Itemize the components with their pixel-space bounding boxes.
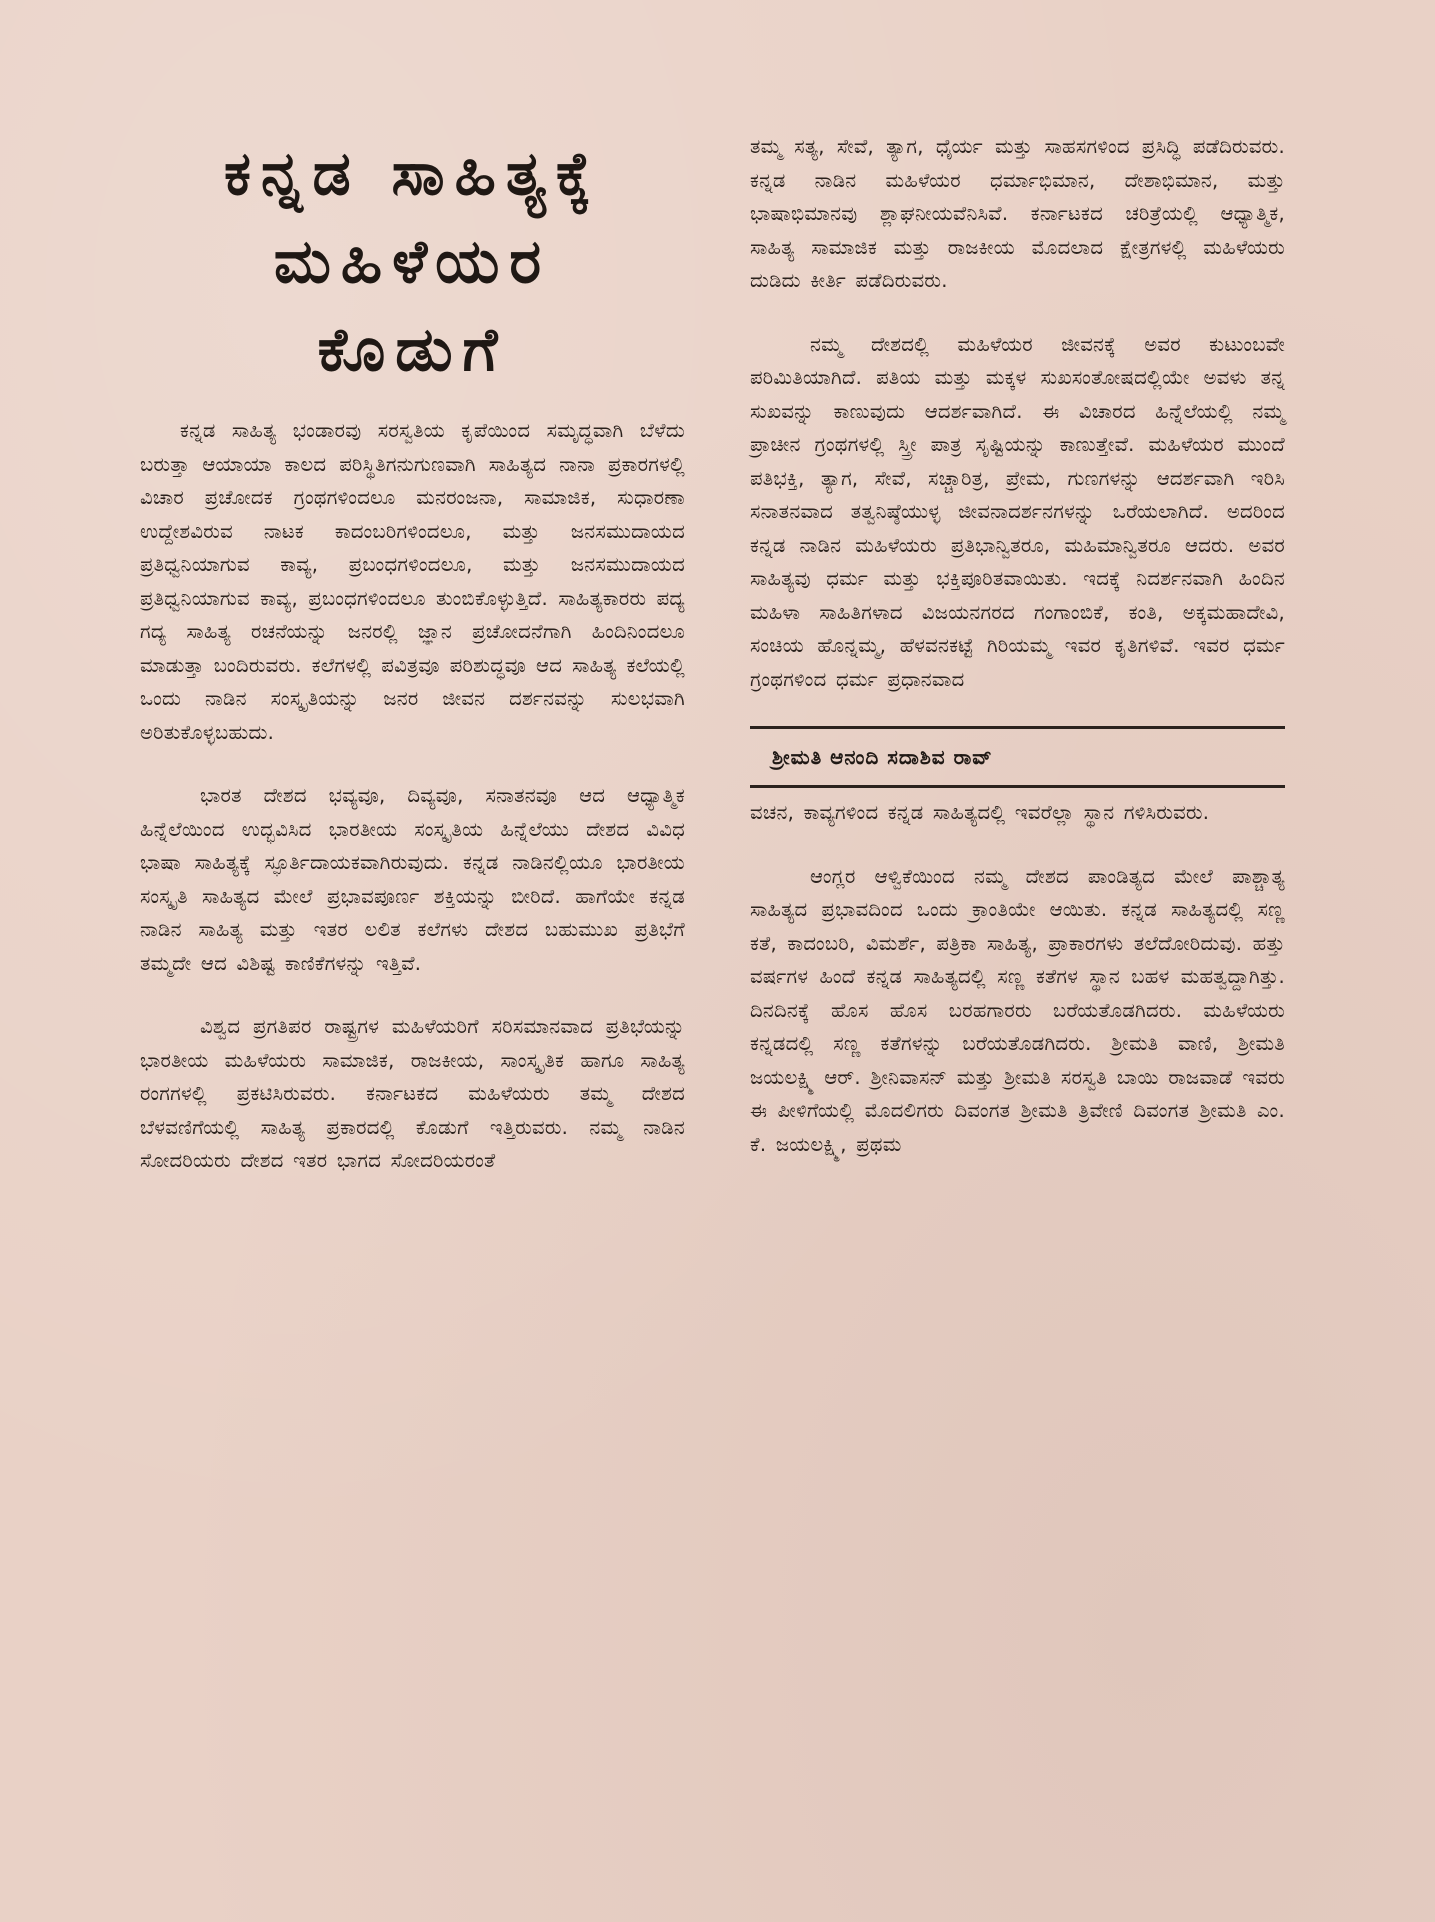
left-column bbox=[140, 130, 685, 1208]
body-paragraph: ಆಂಗ್ಲರ ಆಳ್ವಿಕೆಯಿಂದ ನಮ್ಮ ದೇಶದ ಪಾಂಡಿತ್ಯದ ಮೇಲೆ ಪಾಶ್ಚಾತ್ಯ ಸಾಹಿತ್ಯದ ಪ್ರಭಾವದಿಂದ ಒಂದು ಕ್ರಾಂತಿಯೇ ಆಯಿತು. ಕನ್ನಡ ಸಾಹಿತ್ಯದಲ್ಲಿ ಸಣ್ಣ ಕತೆ, ಕಾದಂಬರಿ, ವಿಮರ್ಶೆ, ಪತ್ರಿಕಾ ಸಾಹಿತ್ಯ, ಪ್ರಾಕಾರಗಳು ತಲೆದೋರಿದುವು. ಹತ್ತು ವರ್ಷಗಳ ಹಿಂದೆ ಕನ್ನಡ ಸಾಹಿತ್ಯದಲ್ಲಿ ಸಣ್ಣ ಕತೆಗಳ ಸ್ಥಾನ ಬಹಳ ಮಹತ್ವದ್ದಾಗಿತ್ತು. ದಿನದಿನಕ್ಕೆ ಹೊಸ ಹೊಸ ಬರಹಗಾರರು ಬರೆಯತೊಡಗಿದರು. ಮಹಿಳೆಯರು ಕನ್ನಡದಲ್ಲಿ ಸಣ್ಣ ಕತೆಗಳನ್ನು ಬರೆಯತೊಡಗಿದರು. ಶ್ರೀಮತಿ ವಾಣಿ, ಶ್ರೀಮತಿ ಜಯಲಕ್ಷ್ಮಿ ಆರ್. ಶ್ರೀನಿವಾಸನ್ ಮತ್ತು ಶ್ರೀಮತಿ ಸರಸ್ವತಿ ಬಾಯಿ ರಾಜವಾಡೆ ಇವರು ಈ ಪೀಳಿಗೆಯಲ್ಲಿ ಮೊದಲಿಗರು ದಿವಂಗತ ಶ್ರೀಮತಿ ತ್ರಿವೇಣಿ ದಿವಂಗತ ಶ್ರೀಮತಿ ಎಂ. ಕೆ. ಜಯಲಕ್ಷ್ಮಿ, ಪ್ರಥಮ bbox=[750, 864, 1285, 1156]
body-paragraph: ಭಾರತ ದೇಶದ ಭವ್ಯವೂ, ದಿವ್ಯವೂ, ಸನಾತನವೂ ಆದ ಆಧ್ಯಾತ್ಮಿಕ ಹಿನ್ನೆಲೆಯಿಂದ ಉದ್ಭವಿಸಿದ ಭಾರತೀಯ ಸಂಸ್ಕೃತಿಯ ಹಿನ್ನೆಲೆಯು ದೇಶದ ವಿವಿಧ ಭಾಷಾ ಸಾಹಿತ್ಯಕ್ಕೆ ಸ್ಫೂರ್ತಿದಾಯಕವಾಗಿರುವುದು. ಕನ್ನಡ ನಾಡಿನಲ್ಲಿಯೂ ಭಾರತೀಯ ಸಂಸ್ಕೃತಿ ಸಾಹಿತ್ಯದ ಮೇಲೆ ಪ್ರಭಾವಪೂರ್ಣ ಶಕ್ತಿಯನ್ನು ಬೀರಿದೆ. ಹಾಗೆಯೇ ಕನ್ನಡ ನಾಡಿನ ಸಾಹಿತ್ಯ ಮತ್ತು ಇತರ ಲಲಿತ ಕಲೆಗಳು ದೇಶದ ಬಹುಮುಖ ಪ್ರತಿಭೆಗೆ ತಮ್ಮದೇ ಆದ ವಿಶಿಷ್ಟ ಕಾಣಿಕೆಗಳನ್ನು ಇತ್ತಿವೆ. bbox=[140, 784, 685, 975]
right-column bbox=[750, 130, 1285, 1191]
body-paragraph: ನಮ್ಮ ದೇಶದಲ್ಲಿ ಮಹಿಳೆಯರ ಜೀವನಕ್ಕೆ ಅವರ ಕುಟುಂಬವೇ ಪರಿಮಿತಿಯಾಗಿದೆ. ಪತಿಯ ಮತ್ತು ಮಕ್ಕಳ ಸುಖಸಂತೋಷದಲ್ಲಿಯೇ ಅವಳು ತನ್ನ ಸುಖವನ್ನು ಕಾಣುವುದು ಆದರ್ಶವಾಗಿದೆ. ಈ ವಿಚಾರದ ಹಿನ್ನೆಲೆಯಲ್ಲಿ ನಮ್ಮ ಪ್ರಾಚೀನ ಗ್ರಂಥಗಳಲ್ಲಿ ಸ್ತ್ರೀ ಪಾತ್ರ ಸೃಷ್ಟಿಯನ್ನು ಕಾಣುತ್ತೇವೆ. ಮಹಿಳೆಯರ ಮುಂದೆ ಪತಿಭಕ್ತಿ, ತ್ಯಾಗ, ಸೇವೆ, ಸಚ್ಚಾರಿತ್ರ, ಪ್ರೇಮ, ಗುಣಗಳನ್ನು ಆದರ್ಶವಾಗಿ ಇರಿಸಿ ಸನಾತನವಾದ ತತ್ವನಿಷ್ಠೆಯುಳ್ಳ ಜೀವನಾದರ್ಶನಗಳನ್ನು ಒರೆಯಲಾಗಿದೆ. ಅದರಿಂದ ಕನ್ನಡ ನಾಡಿನ ಮಹಿಳೆಯರು ಪ್ರತಿಭಾನ್ವಿತರೂ, ಮಹಿಮಾನ್ವಿತರೂ ಆದರು. ಅವರ ಸಾಹಿತ್ಯವು ಧರ್ಮ ಮತ್ತು ಭಕ್ತಿಪೂರಿತವಾಯಿತು. ಇದಕ್ಕೆ ನಿದರ್ಶನವಾಗಿ ಹಿಂದಿನ ಮಹಿಳಾ ಸಾಹಿತಿಗಳಾದ ವಿಜಯನಗರದ ಗಂಗಾಂಬಿಕೆ, ಕಂತಿ, ಅಕ್ಕಮಹಾದೇವಿ, ಸಂಚಿಯ ಹೊನ್ನಮ್ಮ, ಹೆಳವನಕಟ್ಟೆ ಗಿರಿಯಮ್ಮ ಇವರ ಕೃತಿಗಳಿವೆ. ಇವರ ಧರ್ಮ ಗ್ರಂಥಗಳಿಂದ ಧರ್ಮ ಪ್ರಧಾನವಾದ bbox=[750, 332, 1285, 691]
divider-rule bbox=[750, 785, 1285, 788]
title-line: ಮಹಿಳೆಯರ bbox=[273, 227, 552, 297]
body-paragraph: ಕನ್ನಡ ಸಾಹಿತ್ಯ ಭಂಡಾರವು ಸರಸ್ವತಿಯ ಕೃಪೆಯಿಂದ ಸಮೃದ್ಧವಾಗಿ ಬೆಳೆದು ಬರುತ್ತಾ ಆಯಾಯಾ ಕಾಲದ ಪರಿಸ್ಥಿತಿಗನುಗುಣವಾಗಿ ಸಾಹಿತ್ಯದ ನಾನಾ ಪ್ರಕಾರಗಳಲ್ಲಿ ವಿಚಾರ ಪ್ರಚೋದಕ ಗ್ರಂಥಗಳಿಂದಲೂ ಮನರಂಜನಾ, ಸಾಮಾಜಿಕ, ಸುಧಾರಣಾ ಉದ್ದೇಶವಿರುವ ನಾಟಕ ಕಾದಂಬರಿಗಳಿಂದಲೂ, ಮತ್ತು ಜನಸಮುದಾಯದ ಪ್ರತಿಧ್ವನಿಯಾಗುವ ಕಾವ್ಯ, ಪ್ರಬಂಧಗಳಿಂದಲೂ, ಮತ್ತು ಜನಸಮುದಾಯದ ಪ್ರತಿಧ್ವನಿಯಾಗುವ ಕಾವ್ಯ, ಪ್ರಬಂಧಗಳಿಂದಲೂ ತುಂಬಿಕೊಳ್ಳುತ್ತಿದೆ. ಸಾಹಿತ್ಯಕಾರರು ಪದ್ಯ ಗದ್ಯ ಸಾಹಿತ್ಯ ರಚನೆಯನ್ನು ಜನರಲ್ಲಿ ಜ್ಞಾನ ಪ್ರಚೋದನೆಗಾಗಿ ಹಿಂದಿನಿಂದಲೂ ಮಾಡುತ್ತಾ ಬಂದಿರುವರು. ಕಲೆಗಳಲ್ಲಿ ಪವಿತ್ರವೂ ಪರಿಶುದ್ಧವೂ ಆದ ಸಾಹಿತ್ಯ ಕಲೆಯಲ್ಲಿ ಒಂದು ನಾಡಿನ ಸಂಸ್ಕೃತಿಯನ್ನು ಜನರ ಜೀವನ ದರ್ಶನವನ್ನು ಸುಲಭವಾಗಿ ಅರಿತುಕೊಳ್ಳಬಹುದು. bbox=[140, 419, 685, 744]
byline-block bbox=[750, 726, 1285, 788]
body-paragraph: ವಚನ, ಕಾವ್ಯಗಳಿಂದ ಕನ್ನಡ ಸಾಹಿತ್ಯದಲ್ಲಿ ಇವರೆಲ್ಲಾ ಸ್ಥಾನ ಗಳಿಸಿರುವರು. bbox=[750, 801, 1210, 824]
article-title bbox=[140, 130, 685, 394]
title-line: ಕೊಡುಗೆ bbox=[317, 315, 508, 385]
author-byline: ಶ್ರೀಮತಿ ಆನಂದಿ ಸದಾಶಿವ ರಾವ್ bbox=[772, 745, 993, 769]
body-paragraph: ವಿಶ್ವದ ಪ್ರಗತಿಪರ ರಾಷ್ಟ್ರಗಳ ಮಹಿಳೆಯರಿಗೆ ಸರಿಸಮಾನವಾದ ಪ್ರತಿಭೆಯನ್ನು ಭಾರತೀಯ ಮಹಿಳೆಯರು ಸಾಮಾಜಿಕ, ರಾಜಕೀಯ, ಸಾಂಸ್ಕೃತಿಕ ಹಾಗೂ ಸಾಹಿತ್ಯ ರಂಗಗಳಲ್ಲಿ ಪ್ರಕಟಿಸಿರುವರು. ಕರ್ನಾಟಕದ ಮಹಿಳೆಯರು ತಮ್ಮ ದೇಶದ ಬೆಳವಣಿಗೆಯಲ್ಲಿ ಸಾಹಿತ್ಯ ಪ್ರಕಾರದಲ್ಲಿ ಕೊಡುಗೆ ಇತ್ತಿರುವರು. ನಮ್ಮ ನಾಡಿನ ಸೋದರಿಯರು ದೇಶದ ಇತರ ಭಾಗದ ಸೋದರಿಯರಂತೆ bbox=[140, 1015, 685, 1172]
body-paragraph: ತಮ್ಮ ಸತ್ಯ, ಸೇವೆ, ತ್ಯಾಗ, ಧೈರ್ಯ ಮತ್ತು ಸಾಹಸಗಳಿಂದ ಪ್ರಸಿದ್ಧಿ ಪಡೆದಿರುವರು. ಕನ್ನಡ ನಾಡಿನ ಮಹಿಳೆಯರ ಧರ್ಮಾಭಿಮಾನ, ದೇಶಾಭಿಮಾನ, ಮತ್ತು ಭಾಷಾಭಿಮಾನವು ಶ್ಲಾಘನೀಯವೆನಿಸಿವೆ. ಕರ್ನಾಟಕದ ಚರಿತ್ರೆಯಲ್ಲಿ ಆಧ್ಯಾತ್ಮಿಕ, ಸಾಹಿತ್ಯ ಸಾಮಾಜಿಕ ಮತ್ತು ರಾಜಕೀಯ ಮೊದಲಾದ ಕ್ಷೇತ್ರಗಳಲ್ಲಿ ಮಹಿಳೆಯರು ದುಡಿದು ಕೀರ್ತಿ ಪಡೆದಿರುವರು. bbox=[750, 135, 1285, 292]
divider-rule bbox=[750, 726, 1285, 729]
title-line: ಕನ್ನಡ ಸಾಹಿತ್ಯಕ್ಕೆ bbox=[223, 139, 601, 209]
